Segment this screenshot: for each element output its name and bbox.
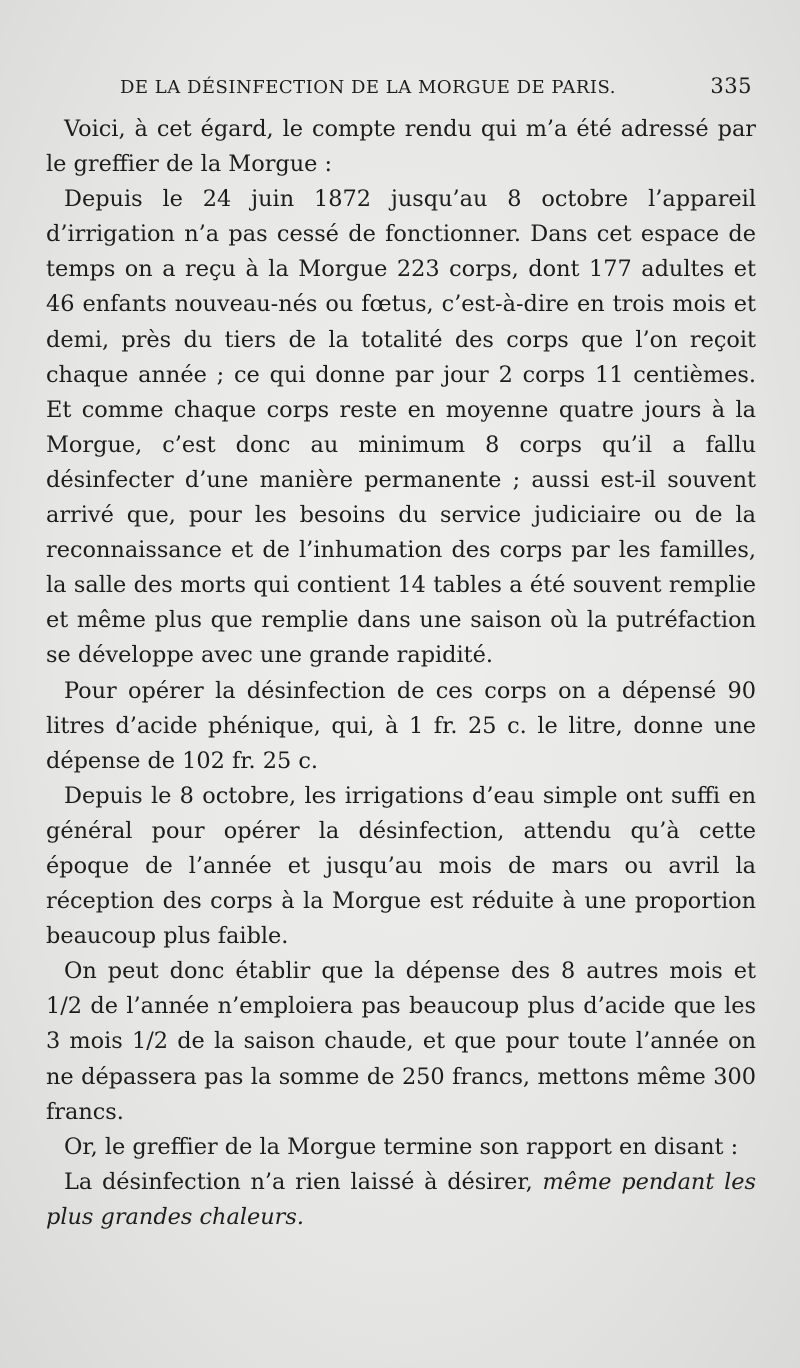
paragraph-report: Depuis le 24 juin 1872 jusqu’au 8 octobre l’appareil d’irrigation n’a pas cessé de fonctionner. Dans cet espace de temps on a reçu à la Morgue 223 corps, dont 177 adultes et 46 enfants nouveau-nés ou fœtus, c’est-à-dire en trois mois et demi, près du tiers de la totalité des corps que l’on reçoit chaque année ; ce qui donne par jour 2 corps 11 centièmes. Et comme chaque corps reste en moyenne quatre jours à la Morgue, c’est donc au minimum 8 corps qu’il a fallu désinfecter d’une manière permanente ; aussi est-il souvent arrivé que, pour les besoins du service judiciaire ou de la reconnaissance et de l’inhumation des corps par les familles, la salle des morts qui contient 14 tables a été souvent remplie et même plus que remplie dans une saison où la putréfaction se développe avec une grande rapidité. [46, 186, 756, 669]
running-title: DE LA DÉSINFECTION DE LA MORGUE DE PARIS. [120, 77, 616, 98]
closing-italic: même pendant les plus grandes chaleurs. [46, 1168, 756, 1230]
paragraph-october: Depuis le 8 octobre, les irrigations d’eau simple ont suffi en général pour opérer la désinfection, attendu qu’à cette époque de l’année et jusqu’au mois de mars ou avril la réception des corps à la Morgue est réduite à une proportion beaucoup plus faible. [46, 782, 756, 950]
paragraph-estimate: On peut donc établir que la dépense des 8 autres mois et 1/2 de l’année n’emploiera pas beaucoup plus d’acide que les 3 mois 1/2 de la saison chaude, et que pour toute l’année on ne dépassera pas la somme de 250 francs, mettons même 300 francs. [46, 958, 756, 1125]
body-text [46, 112, 756, 1235]
page-number: 335 [710, 74, 752, 98]
closing-lead: La désinfection n’a rien laissé à désirer, [64, 1168, 543, 1195]
paragraph-clerk: Or, le greffier de la Morgue termine son rapport en disant : [64, 1133, 739, 1160]
paragraph-closing [46, 1165, 756, 1235]
paragraph-intro: Voici, à cet égard, le compte rendu qui m’a été adressé par le greffier de la Morgue : [46, 116, 756, 178]
paragraph-expense: Pour opérer la désinfection de ces corps on a dépensé 90 litres d’acide phénique, qui, à 1 fr. 25 c. le litre, donne une dépense de 102 fr. 25 c. [46, 677, 756, 774]
running-head [46, 74, 756, 104]
